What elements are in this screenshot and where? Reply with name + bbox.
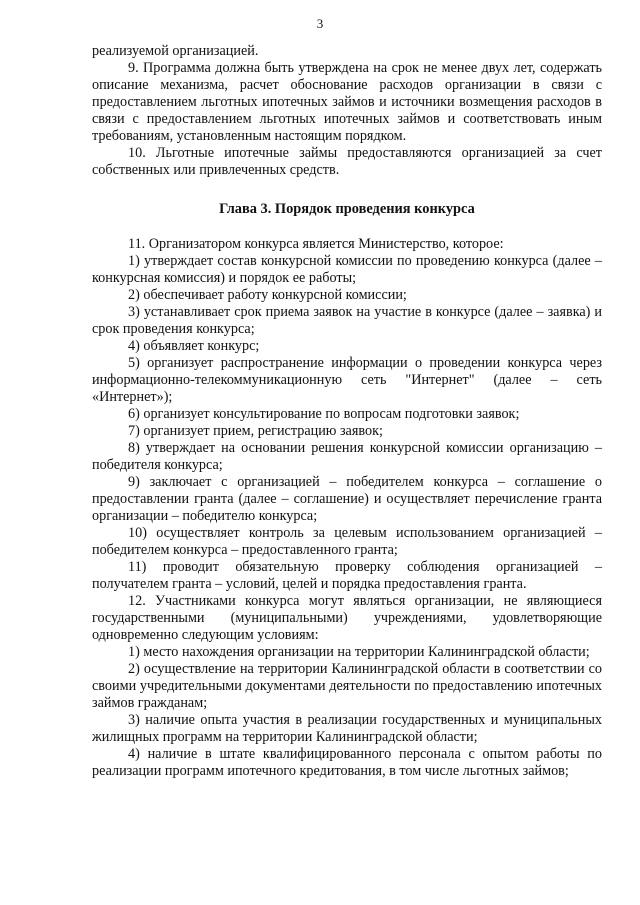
list-item: 11) проводит обязательную проверку соблюдения организацией – получателем гранта – условий, целей и порядка предоставления гранта.: [92, 559, 602, 592]
list-item: 7) организует прием, регистрацию заявок;: [128, 423, 383, 439]
list-item: 4) наличие в штате квалифицированного персонала с опытом работы по реализации программ ипотечного кредитования, в том числе льготных займов;: [92, 746, 602, 779]
list-item: 4) объявляет конкурс;: [128, 338, 260, 354]
page-number: 3: [316, 16, 324, 31]
list-item: 6) организует консультирование по вопросам подготовки заявок;: [128, 406, 520, 422]
list-item: 2) осуществление на территории Калининградской области в соответствии со своими учредительными документами деятельности по предоставлению ипотечных займов гражданам;: [92, 661, 602, 711]
list-item: 2) обеспечивает работу конкурсной комиссии;: [128, 287, 407, 303]
paragraph: 9. Программа должна быть утверждена на срок не менее двух лет, содержать описание механизма, расчет обоснование расходов организации в связи с предоставлением льготных ипотечных займов и источники возмещения расходов в связи с предоставлением льготных ипотечных займов и соответствовать иным требованиям, установленным настоящим порядком.: [92, 60, 602, 144]
paragraph: 12. Участниками конкурса могут являться организации, не являющиеся государственными (муниципальными) учреждениями, удовлетворяющие одновременно следующим условиям:: [92, 593, 602, 643]
paragraph: 11. Организатором конкурса является Министерство, которое:: [128, 236, 504, 252]
list-item: 1) утверждает состав конкурсной комиссии по проведению конкурса (далее – конкурсная комиссия) и порядок ее работы;: [92, 253, 602, 286]
list-item: 9) заключает с организацией – победителем конкурса – соглашение о предоставлении гранта (далее – соглашение) и осуществляет перечисление гранта организации – победителю конкурса;: [92, 474, 602, 524]
list-item: 5) организует распространение информации о проведении конкурса через информационно-телекоммуникационную сеть "Интернет" (далее – сеть «Интернет»);: [92, 355, 602, 405]
chapter-heading: Глава 3. Порядок проведения конкурса: [219, 201, 475, 217]
list-item: 1) место нахождения организации на территории Калининградской области;: [128, 644, 590, 660]
paragraph: реализуемой организацией.: [92, 43, 259, 59]
list-item: 8) утверждает на основании решения конкурсной комиссии организацию – победителя конкурса;: [92, 440, 602, 473]
list-item: 3) наличие опыта участия в реализации государственных и муниципальных жилищных программ на территории Калининградской области;: [92, 712, 602, 745]
document-body: [92, 43, 602, 780]
list-item: 3) устанавливает срок приема заявок на участие в конкурсе (далее – заявка) и срок проведения конкурса;: [92, 304, 602, 337]
paragraph: 10. Льготные ипотечные займы предоставляются организацией за счет собственных или привлеченных средств.: [92, 145, 602, 178]
list-item: 10) осуществляет контроль за целевым использованием организацией – победителем конкурса – предоставленного гранта;: [92, 525, 602, 558]
